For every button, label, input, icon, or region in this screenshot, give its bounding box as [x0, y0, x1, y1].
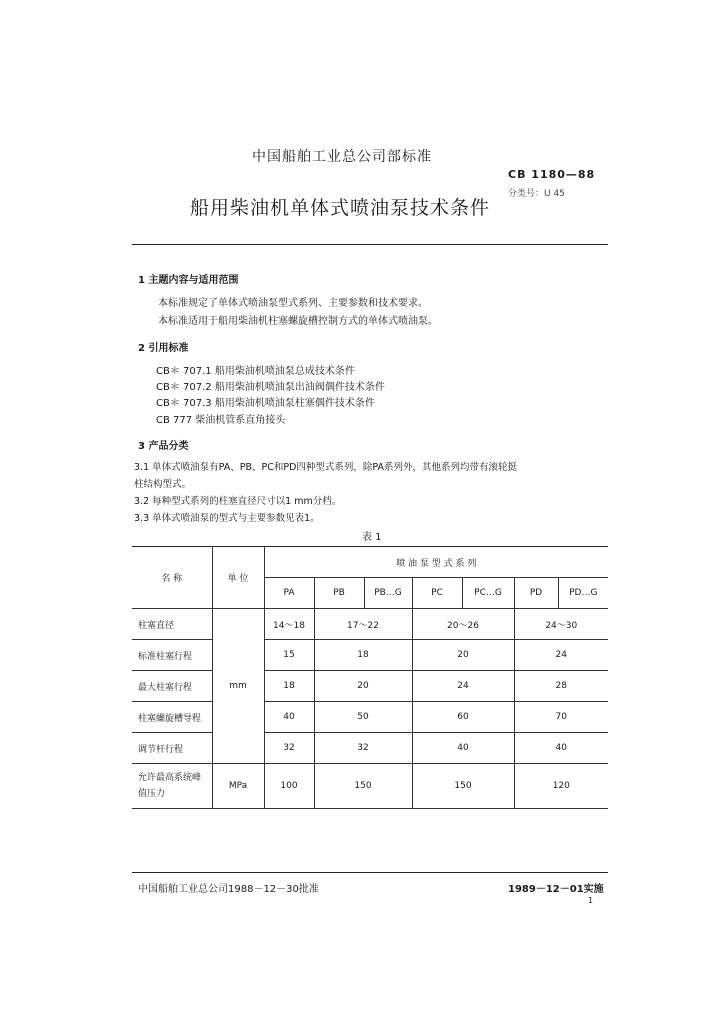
- reference-item: CB＊ 707.1 船用柴油机喷油泵总成技术条件: [156, 366, 355, 377]
- type-pc-g: PC…G: [462, 578, 514, 609]
- cell: 32: [264, 733, 314, 764]
- cell: 100: [264, 764, 314, 809]
- unit-mm: mm: [212, 609, 264, 764]
- cell: 14～18: [264, 609, 314, 640]
- classification-number: 分类号：U 45: [508, 189, 565, 199]
- table-row: [132, 609, 608, 640]
- cell: 24～30: [514, 609, 608, 640]
- cell: 120: [514, 764, 608, 809]
- header-unit: 单 位: [212, 547, 264, 609]
- table-row: [132, 671, 608, 702]
- section-3-heading: 3 产品分类: [138, 441, 189, 452]
- type-pc: PC: [412, 578, 462, 609]
- cell: 20: [412, 640, 514, 671]
- cell: 50: [314, 702, 412, 733]
- type-pa: PA: [264, 578, 314, 609]
- type-pb-g: PB…G: [364, 578, 412, 609]
- cell: 60: [412, 702, 514, 733]
- row-name: 最大柱塞行程: [132, 671, 212, 702]
- table-1: [132, 546, 608, 809]
- section-1-paragraph-2: 本标准适用于船用柴油机柱塞螺旋槽控制方式的单体式喷油泵。: [158, 316, 438, 327]
- header-pump-series: 喷 油 泵 型 式 系 列: [264, 547, 608, 578]
- reference-item: CB＊ 707.2 船用柴油机喷油泵出油阀偶件技术条件: [156, 382, 385, 393]
- section-1-heading: 1 主题内容与适用范围: [138, 275, 239, 286]
- standard-number: CB 1180—88: [508, 168, 596, 181]
- cell: 24: [514, 640, 608, 671]
- row-name-line-2: 值压力: [138, 789, 166, 799]
- cell: 18: [314, 640, 412, 671]
- table-row: [132, 640, 608, 671]
- row-name: [132, 764, 212, 809]
- header-rule: [132, 244, 608, 245]
- clause-3-2: 3.2 每种型式系列的柱塞直径尺寸以1 mm分档。: [134, 496, 342, 507]
- row-name: 标准柱塞行程: [132, 640, 212, 671]
- effective-date: 1989－12－01实施: [508, 884, 604, 895]
- clause-3-1: 3.1 单体式喷油泵有PA、PB、PC和PD四种型式系列，除PA系列外，其他系列均带有滚轮挺: [134, 462, 518, 473]
- issuing-organization: 中国船舶工业总公司部标准: [252, 149, 432, 165]
- page-number: 1: [588, 896, 594, 905]
- table-row: [132, 702, 608, 733]
- approval-date: 中国船舶工业总公司1988－12－30批准: [138, 884, 319, 895]
- cell: 150: [412, 764, 514, 809]
- cell: 15: [264, 640, 314, 671]
- type-pd-g: PD…G: [558, 578, 608, 609]
- cell: 17～22: [314, 609, 412, 640]
- cell: 40: [412, 733, 514, 764]
- table-row: [132, 733, 608, 764]
- row-name: 柱塞直径: [132, 609, 212, 640]
- reference-item: CB 777 柴油机管系直角接头: [156, 415, 286, 426]
- row-name-line-1: 允许最高系统峰: [138, 773, 202, 783]
- header-name: 名 称: [132, 547, 212, 609]
- table-row: [132, 764, 608, 809]
- cell: 18: [264, 671, 314, 702]
- cell: 24: [412, 671, 514, 702]
- cell: 28: [514, 671, 608, 702]
- section-2-heading: 2 引用标准: [138, 343, 189, 354]
- clause-3-3: 3.3 单体式喷油泵的型式与主要参数见表1。: [134, 513, 320, 524]
- cell: 32: [314, 733, 412, 764]
- section-1-paragraph-1: 本标准规定了单体式喷油泵型式系列、主要参数和技术要求。: [158, 298, 428, 309]
- cell: 40: [514, 733, 608, 764]
- cell: 40: [264, 702, 314, 733]
- clause-3-1-continued: 柱结构型式。: [134, 479, 192, 490]
- type-pd: PD: [514, 578, 558, 609]
- type-pb: PB: [314, 578, 364, 609]
- cell: 150: [314, 764, 412, 809]
- table-caption: 表 1: [362, 532, 382, 543]
- reference-item: CB＊ 707.3 船用柴油机喷油泵柱塞偶件技术条件: [156, 398, 375, 409]
- row-name: 柱塞螺旋槽导程: [132, 702, 212, 733]
- cell: 20～26: [412, 609, 514, 640]
- cell: 70: [514, 702, 608, 733]
- footer-rule: [132, 872, 608, 873]
- cell: 20: [314, 671, 412, 702]
- row-name: 调节杆行程: [132, 733, 212, 764]
- document-title: 船用柴油机单体式喷油泵技术条件: [190, 197, 491, 219]
- unit-mpa: MPa: [212, 764, 264, 809]
